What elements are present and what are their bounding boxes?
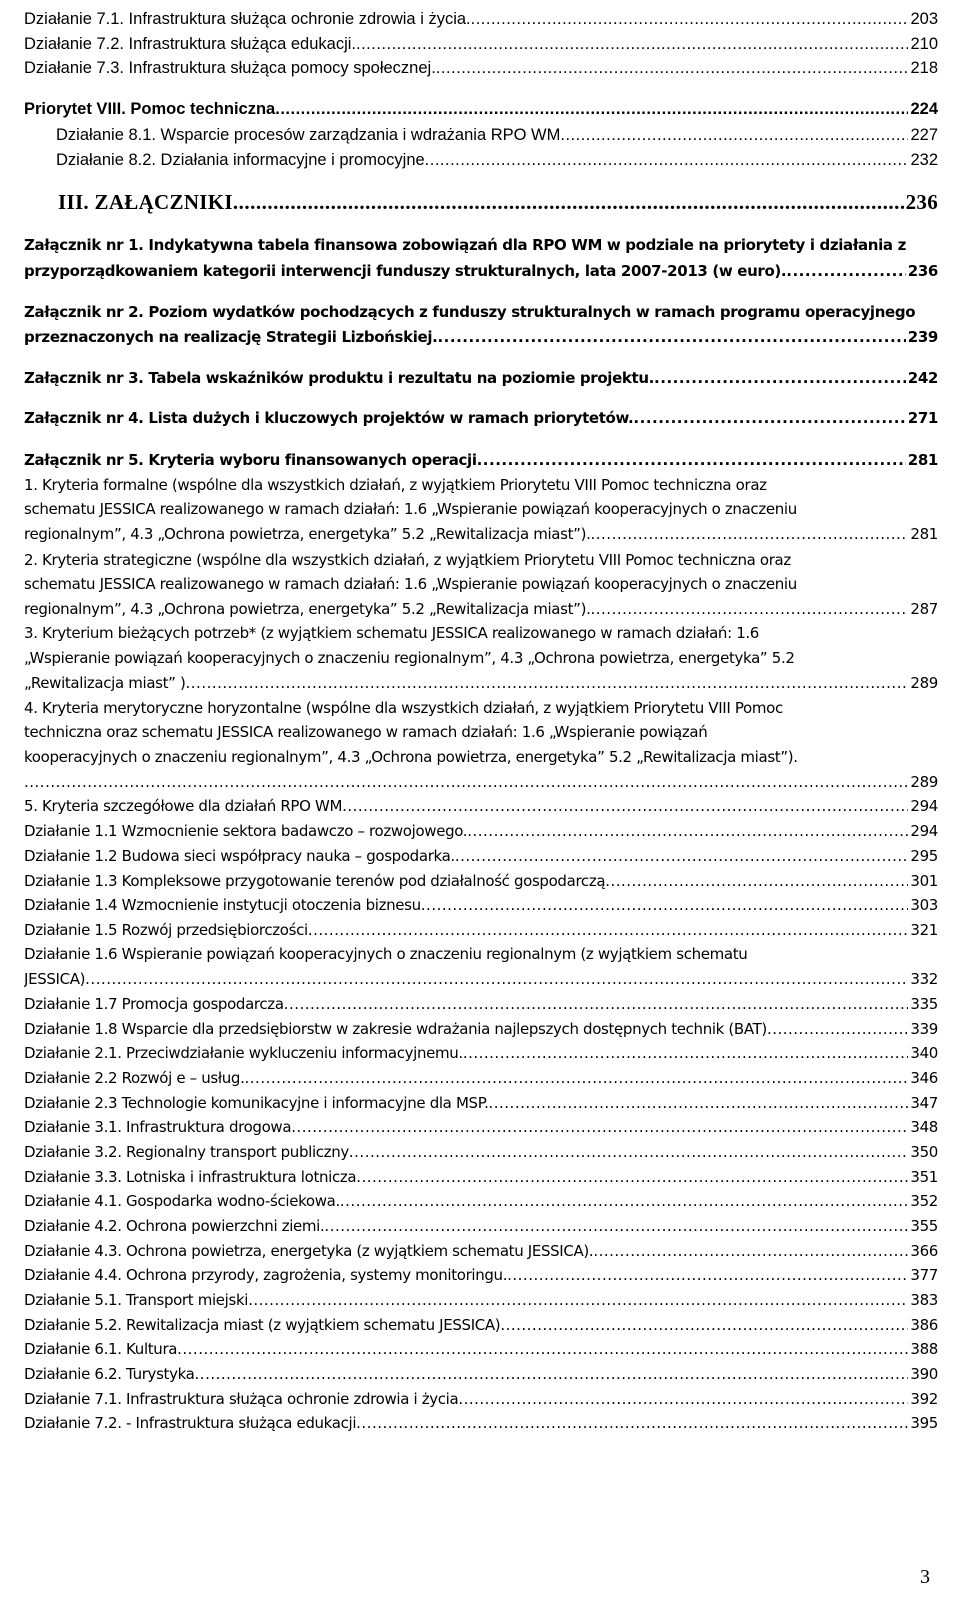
- toc-entry-title: III. ZAŁĄCZNIKI: [58, 190, 233, 214]
- toc-dot-leader: [455, 847, 909, 865]
- toc-dot-leader: [349, 1143, 909, 1161]
- toc-entry-line-last: [24, 10, 938, 29]
- toc-dot-leader: [291, 1118, 908, 1136]
- toc-entry-title: „Wspieranie powiązań kooperacyjnych o znaczeniu regionalnym”, 4.3 „Ochrona powietrza, energetyka” 5.2: [24, 649, 795, 667]
- toc-dot-leader: [186, 674, 909, 692]
- toc-page-number: 281: [910, 525, 938, 543]
- toc-dot-leader: [245, 1069, 909, 1087]
- toc-entry-title: przeznaczonych na realizację Strategii Lizbońskiej.: [24, 328, 438, 346]
- toc-entry-line-last: [24, 1020, 938, 1038]
- toc-entry-line-last: [56, 151, 938, 170]
- toc-dot-leader: [654, 369, 906, 387]
- toc-entry-line: [24, 699, 938, 717]
- toc-entry-line: [24, 575, 938, 593]
- toc-dot-leader: [560, 126, 908, 145]
- toc-entry-title: 5. Kryteria szczegółowe dla działań RPO WM: [24, 797, 343, 815]
- toc-page-number: 227: [910, 126, 938, 144]
- toc-page-number: 281: [907, 451, 938, 469]
- toc-entry-title: Działanie 4.2. Ochrona powierzchni ziemi.: [24, 1217, 325, 1235]
- toc-dot-leader: [342, 797, 908, 815]
- toc-entry-line: [24, 723, 938, 741]
- toc-entry-line-last: [24, 822, 938, 840]
- toc-entry-title: Działanie 1.7 Promocja gospodarcza: [24, 995, 284, 1013]
- toc-entry-line-last: [24, 773, 938, 791]
- toc-entry-line-last: [24, 600, 938, 618]
- toc-dot-leader: [340, 1192, 909, 1210]
- toc-entry-title: Działanie 7.3. Infrastruktura służąca pomocy społecznej.: [24, 59, 436, 77]
- toc-entry-title: Działanie 7.1. Infrastruktura służąca ochronie zdrowia i życia: [24, 1390, 459, 1408]
- toc-entry-line-last: [24, 1390, 938, 1408]
- toc-entry-line-last: [24, 1118, 938, 1136]
- toc-entry-line-last: [24, 1192, 938, 1210]
- toc-entry-line: [24, 624, 938, 642]
- toc-entry-title: Załącznik nr 3. Tabela wskaźników produktu i rezultatu na poziomie projektu.: [24, 369, 655, 387]
- toc-page-number: 294: [910, 822, 938, 840]
- toc-page-number: 347: [910, 1094, 938, 1112]
- toc-page-number: 392: [910, 1390, 938, 1408]
- toc-page-number: 236: [905, 190, 938, 214]
- toc-page-number: 295: [910, 847, 938, 865]
- toc-entry-title: schematu JESSICA realizowanego w ramach działań: 1.6 „Wspieranie powiązań kooperacyjnych o znaczeniu: [24, 500, 797, 518]
- toc-entry-title: Działanie 1.2 Budowa sieci współpracy nauka – gospodarka.: [24, 847, 455, 865]
- page-number: 3: [920, 1566, 930, 1588]
- toc-dot-leader: [425, 151, 909, 170]
- toc-page-number: 232: [910, 151, 938, 169]
- toc-entry-title: Działanie 6.1. Kultura: [24, 1340, 178, 1358]
- toc-entry-line-last: [24, 1242, 938, 1260]
- toc-entry-line-last: [24, 262, 938, 280]
- toc-dot-leader: [605, 872, 908, 890]
- toc-page-number: 301: [910, 872, 938, 890]
- toc-dot-leader: [767, 1020, 908, 1038]
- toc-entry-title: Działanie 1.3 Kompleksowe przygotowanie terenów pod działalność gospodarczą: [24, 872, 606, 890]
- toc-page-number: 377: [910, 1266, 938, 1284]
- toc-page-number: 386: [910, 1316, 938, 1334]
- toc-page-number: 340: [910, 1044, 938, 1062]
- toc-entry-title: Działanie 6.2. Turystyka: [24, 1365, 195, 1383]
- toc-entry-title: Działanie 3.2. Regionalny transport publiczny: [24, 1143, 349, 1161]
- toc-dot-leader: [308, 921, 909, 939]
- toc-entry-title: 3. Kryterium bieżących potrzeb* (z wyjątkiem schematu JESSICA realizowanego w ramach działań: 1.6: [24, 624, 759, 642]
- toc-entry-title: Załącznik nr 5. Kryteria wyboru finansowanych operacji: [24, 451, 477, 469]
- toc-dot-leader: [195, 1365, 909, 1383]
- toc-entry-line: [24, 303, 938, 321]
- toc-entry-title: Działanie 1.5 Rozwój przedsiębiorczości: [24, 921, 308, 939]
- toc-entry-line-last: [24, 328, 938, 346]
- toc-dot-leader: [593, 1242, 908, 1260]
- toc-entry-line-last: [24, 1365, 938, 1383]
- toc-entry-line-last: [24, 369, 938, 387]
- toc-page-number: 224: [910, 100, 938, 118]
- toc-page-number: 335: [910, 995, 938, 1013]
- toc-dot-leader: [591, 600, 909, 618]
- toc-entry-line-last: [24, 1291, 938, 1309]
- toc-dot-leader: [477, 451, 906, 469]
- toc-entry-line-last: [24, 35, 938, 54]
- toc-entry-title: Działanie 2.3 Technologie komunikacyjne i informacyjne dla MSP.: [24, 1094, 489, 1112]
- toc-entry-line: [24, 236, 938, 254]
- toc-entry-title: Działanie 1.8 Wsparcie dla przedsiębiorstw w zakresie wdrażania najlepszych dostępnych technik (BAT): [24, 1020, 767, 1038]
- toc-page-number: 321: [910, 921, 938, 939]
- toc-entry-title: Działanie 3.1. Infrastruktura drogowa: [24, 1118, 292, 1136]
- toc-entry-title: Działanie 7.2. Infrastruktura służąca edukacji.: [24, 35, 356, 53]
- toc-entry-title: Działanie 2.2 Rozwój e – usług.: [24, 1069, 245, 1087]
- toc-entry-line-last: [24, 100, 938, 119]
- toc-page-number: 289: [910, 674, 938, 692]
- toc-entry-line-last: [56, 126, 938, 145]
- toc-dot-leader: [275, 100, 908, 119]
- toc-page-number: 388: [910, 1340, 938, 1358]
- toc-dot-leader: [436, 59, 909, 78]
- toc-page-number: 352: [910, 1192, 938, 1210]
- toc-dot-leader: [507, 1266, 908, 1284]
- toc-entry-title: 4. Kryteria merytoryczne horyzontalne (wspólne dla wszystkich działań, z wyjątkiem Priorytetu VIII Pomoc: [24, 699, 783, 717]
- toc-dot-leader: [356, 1168, 908, 1186]
- toc-entry-title: 2. Kryteria strategiczne (wspólne dla wszystkich działań, z wyjątkiem Priorytetu VIII Pomoc techniczna oraz: [24, 551, 791, 569]
- toc-entry-line-last: [24, 1094, 938, 1112]
- toc-page-number: 390: [910, 1365, 938, 1383]
- toc-entry-line-last: [24, 409, 938, 427]
- toc-page-number: 346: [910, 1069, 938, 1087]
- toc-entry-title: regionalnym”, 4.3 „Ochrona powietrza, energetyka” 5.2 „Rewitalizacja miast”).: [24, 525, 591, 543]
- toc-entry-line: [24, 748, 938, 766]
- toc-entry-line-last: [24, 1044, 938, 1062]
- toc-entry-line-last: [24, 525, 938, 543]
- toc-entry-line-last: [24, 1069, 938, 1087]
- toc-entry-line: [24, 945, 938, 963]
- toc-entry-title: Działanie 7.2. - Infrastruktura służąca edukacji: [24, 1414, 357, 1432]
- toc-entry-title: Priorytet VIII. Pomoc techniczna: [24, 100, 276, 118]
- toc-dot-leader: [248, 1291, 908, 1309]
- toc-dot-leader: [324, 1217, 908, 1235]
- toc-entry-line-last: [24, 1316, 938, 1334]
- toc-dot-leader: [500, 1316, 908, 1334]
- toc-entry-title: techniczna oraz schematu JESSICA realizowanego w ramach działań: 1.6 „Wspieranie powiązań: [24, 723, 708, 741]
- toc-entry-line-last: [24, 872, 938, 890]
- toc-page-number: 332: [910, 970, 938, 988]
- toc-entry-title: Załącznik nr 1. Indykatywna tabela finansowa zobowiązań dla RPO WM w podziale na priorytety i działania z: [24, 236, 906, 254]
- toc-dot-leader: [463, 1044, 909, 1062]
- toc-entry-title: 1. Kryteria formalne (wspólne dla wszystkich działań, z wyjątkiem Priorytetu VIII Pomoc techniczna oraz: [24, 476, 767, 494]
- toc-page-number: 351: [910, 1168, 938, 1186]
- toc-dot-leader: [488, 1094, 908, 1112]
- toc-page-number: 303: [910, 896, 938, 914]
- toc-entry-line-last: [24, 674, 938, 692]
- toc-entry-title: Działanie 4.1. Gospodarka wodno-ściekowa.: [24, 1192, 340, 1210]
- toc-dot-leader: [786, 262, 905, 280]
- toc-entry-title: „Rewitalizacja miast” ): [24, 674, 186, 692]
- toc-dot-leader: [421, 896, 909, 914]
- toc-page-number: 383: [910, 1291, 938, 1309]
- toc-entry-title: schematu JESSICA realizowanego w ramach działań: 1.6 „Wspieranie powiązań kooperacyjnych o znaczeniu: [24, 575, 797, 593]
- toc-entry-title: Działanie 2.1. Przeciwdziałanie wykluczeniu informacyjnemu.: [24, 1044, 463, 1062]
- toc-entry-title: Działanie 7.1. Infrastruktura służąca ochronie zdrowia i życia.: [24, 10, 471, 28]
- toc-page-number: 339: [910, 1020, 938, 1038]
- toc-entry-title: Załącznik nr 2. Poziom wydatków pochodzących z funduszy strukturalnych w ramach programu operacyjnego: [24, 303, 916, 321]
- toc-dot-leader: [24, 773, 908, 791]
- toc-entry-line-last: [24, 451, 938, 469]
- toc-entry-line-last: [24, 896, 938, 914]
- toc-entry-title: Załącznik nr 4. Lista dużych i kluczowych projektów w ramach priorytetów.: [24, 409, 634, 427]
- toc-page-number: 348: [910, 1118, 938, 1136]
- toc-page-number: 242: [907, 369, 938, 387]
- toc-entry-line-last: [24, 59, 938, 78]
- toc-entry-title: kooperacyjnych o znaczeniu regionalnym”, 4.3 „Ochrona powietrza, energetyka” 5.2 „Rewitalizacja miast”).: [24, 748, 798, 766]
- toc-entry-title: Działanie 4.3. Ochrona powietrza, energetyka (z wyjątkiem schematu JESSICA).: [24, 1242, 594, 1260]
- toc-page-number: 350: [910, 1143, 938, 1161]
- toc-entry-line: [24, 649, 938, 667]
- toc-dot-leader: [356, 1414, 908, 1432]
- toc-page-number: 271: [907, 409, 938, 427]
- toc-entry-line-last: [24, 921, 938, 939]
- toc-entry-line-last: [24, 1143, 938, 1161]
- toc-entry-line: [24, 476, 938, 494]
- toc-dot-leader: [458, 1390, 908, 1408]
- toc-entry-line: [24, 500, 938, 518]
- toc-page-number: 203: [910, 10, 938, 28]
- toc-dot-leader: [356, 35, 908, 54]
- toc-dot-leader: [591, 525, 909, 543]
- toc-dot-leader: [284, 995, 909, 1013]
- toc-entry-line-last: [24, 1340, 938, 1358]
- toc-dot-leader: [471, 10, 909, 29]
- toc-dot-leader: [233, 190, 904, 215]
- toc-entry-title: Działanie 4.4. Ochrona przyrody, zagrożenia, systemy monitoringu.: [24, 1266, 508, 1284]
- toc-dot-leader: [633, 409, 905, 427]
- toc-entry-line-last: [24, 1217, 938, 1235]
- toc-entry-title: Działanie 1.6 Wspieranie powiązań kooperacyjnych o znaczeniu regionalnym (z wyjątkiem schematu: [24, 945, 748, 963]
- toc-entry-title: Działanie 1.1 Wzmocnienie sektora badawczo – rozwojowego.: [24, 822, 468, 840]
- toc-entry-line-last: [24, 847, 938, 865]
- toc-entry-line-last: [24, 970, 938, 988]
- toc-entry-title: JESSICA): [24, 970, 86, 988]
- toc-entry-title: Działanie 5.2. Rewitalizacja miast (z wyjątkiem schematu JESSICA): [24, 1316, 501, 1334]
- toc-entry-title: regionalnym”, 4.3 „Ochrona powietrza, energetyka” 5.2 „Rewitalizacja miast”).: [24, 600, 591, 618]
- toc-entry-title: Działanie 8.1. Wsparcie procesów zarządzania i wdrażania RPO WM: [56, 126, 561, 144]
- toc-page-number: 239: [907, 328, 938, 346]
- toc-page-number: 366: [910, 1242, 938, 1260]
- toc-page-number: 287: [910, 600, 938, 618]
- toc-entry-line-last: [24, 797, 938, 815]
- toc-entry-title: przyporządkowaniem kategorii interwencji funduszy strukturalnych, lata 2007-2013 (w euro).: [24, 262, 787, 280]
- toc-entry-line-last: [24, 1414, 938, 1432]
- toc-dot-leader: [177, 1340, 908, 1358]
- toc-entry-title: Działanie 5.1. Transport miejski: [24, 1291, 249, 1309]
- toc-entry-title: Działanie 3.3. Lotniska i infrastruktura lotnicza: [24, 1168, 357, 1186]
- toc-page-number: 236: [907, 262, 938, 280]
- toc-dot-leader: [437, 328, 905, 346]
- toc-dot-leader: [467, 822, 908, 840]
- toc-entry-line: [24, 551, 938, 569]
- toc-page-number: 395: [910, 1414, 938, 1432]
- toc-entry-line-last: [24, 1168, 938, 1186]
- toc-entry-title: Działanie 1.4 Wzmocnienie instytucji otoczenia biznesu: [24, 896, 421, 914]
- toc-page-number: 289: [910, 773, 938, 791]
- toc-entry-line-last: [58, 190, 938, 215]
- toc-entry-title: Działanie 8.2. Działania informacyjne i promocyjne: [56, 151, 425, 169]
- toc-entry-line-last: [24, 995, 938, 1013]
- toc-entry-line-last: [24, 1266, 938, 1284]
- toc-dot-leader: [85, 970, 908, 988]
- toc-page-number: 355: [910, 1217, 938, 1235]
- toc-page-number: 294: [910, 797, 938, 815]
- toc-page-number: 218: [910, 59, 938, 77]
- toc-page-number: 210: [910, 35, 938, 53]
